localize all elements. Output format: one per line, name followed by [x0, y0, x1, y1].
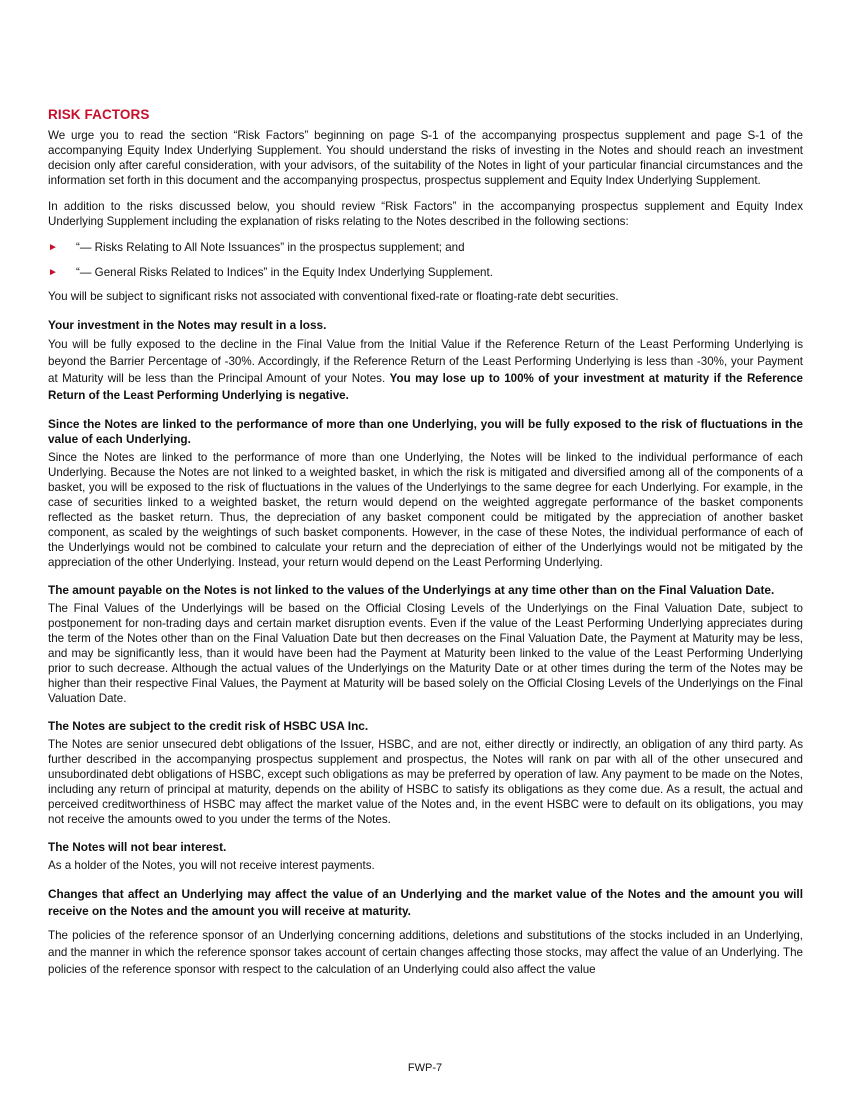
risk-heading: The Notes are subject to the credit risk of HSBC USA Inc. — [48, 719, 369, 733]
risk-heading: Your investment in the Notes may result in a loss. — [48, 318, 327, 332]
risk-body: The Notes are senior unsecured debt obligations of the Issuer, HSBC, and are not, either directly or indirectly, an obligation of any third party. As further described in the accompanying prospectus supplement and prospectus, the Notes will rank on par with all of the other unsecured and unsubordinated debt obligations of HSBC, except such obligations as may be preferred by operation of law. Any payment to be made on the Notes, including any return of principal at maturity, depends on the ability of HSBC to satisfy its obligations as they come due. As a result, the actual and perceived creditworthiness of HSBC may affect the market value of the Notes and, in the event HSBC were to default on its obligations, you may not receive the amounts owed to you under the terms of the Notes. — [48, 738, 803, 826]
risk-body: As a holder of the Notes, you will not receive interest payments. — [48, 859, 375, 872]
risk-heading: The amount payable on the Notes is not linked to the values of the Underlyings at any time other than on the Final Valuation Date. — [48, 583, 775, 597]
risk-body: Since the Notes are linked to the performance of more than one Underlying, the Notes will be linked to the individual performance of each Underlying. Because the Notes are not linked to a weighted basket, in which the risk is mitigated and diversified among all of the components of a basket, you will be exposed to the risk of fluctuations in the values of the Underlyings to the same degree for each Underlying. For example, in the case of securities linked to a weighted basket, the return would depend on the weighted aggregate performance of the basket components reflected as the basket return. Thus, the depreciation of any basket component could be mitigated by the appreciation of another basket component, as scaled by the weightings of such basket components. However, in the case of these Notes, the individual performance of each of the Underlyings would not be combined to calculate your return and the depreciation of either of the Underlyings would not be mitigated by the appreciation of the other Underlying. Instead, your return would depend on the Least Performing Underlying. — [48, 451, 803, 569]
risk-heading: Since the Notes are linked to the performance of more than one Underlying, you will be fully exposed to the risk of fluctuations in the value of each Underlying. — [48, 417, 803, 446]
section-title: RISK FACTORS — [48, 107, 150, 122]
risk-body: The policies of the reference sponsor of an Underlying concerning additions, deletions and substitutions of the stocks included in an Underlying, and the manner in which the reference sponsor takes account of certain changes affecting those stocks, may affect the value of an Underlying. The policies of the reference sponsor with respect to the calculation of an Underlying could also affect the value — [48, 929, 803, 976]
risk-body: The Final Values of the Underlyings will be based on the Official Closing Levels of the Underlyings on the Final Valuation Date, subject to postponement for non-trading days and certain market disruption events. Even if the value of the Least Performing Underlying appreciates during the term of the Notes other than on the Final Valuation Date but then decreases on the Final Valuation Date, the Payment at Maturity may be less, and may be significantly less, than it would have been had the Payment at Maturity been linked to the value of the Least Performing Underlying prior to such decrease. Although the actual values of the Underlyings on the Maturity Date or at other times during the term of the Notes may be higher than their respective Final Values, the Payment at Maturity will be based solely on the Official Closing Levels of the Underlyings on the Final Valuation Date. — [48, 602, 803, 705]
risk-body: You will be fully exposed to the decline in the Final Value from the Initial Value if the Reference Return of the Least Performing Underlying is beyond the Barrier Percentage of -30%. Accordingly, if the Reference Return of the Least Performing Underlying is less than -30%, your Payment at Maturity will be less than the Principal Amount of your Notes. You may lose up to 100% of your investment at maturity if the Reference Return of the Least Performing Underlying is negative. — [48, 338, 804, 402]
arrow-bullet-icon: ► — [48, 242, 58, 253]
risk-heading: Changes that affect an Underlying may affect the value of an Underlying and the market value of the Notes and the amount you will receive on the Notes and the amount you will receive at maturity. — [48, 887, 803, 918]
intro-paragraph-3: You will be subject to significant risks not associated with conventional fixed-rate or floating-rate debt securities. — [48, 290, 619, 303]
document-page — [48, 107, 803, 978]
list-item: ► “— Risks Relating to All Note Issuances” in the prospectus supplement; and — [48, 241, 465, 254]
bullet-list — [48, 240, 803, 280]
risk-heading: The Notes will not bear interest. — [48, 840, 227, 854]
arrow-bullet-icon: ► — [48, 267, 58, 278]
risk-body-emphasis: You may lose up to 100% of your investment at maturity if the Reference Return of the Least Performing Underlying is negative. — [48, 372, 804, 402]
list-item: ► “— General Risks Related to Indices” in the Equity Index Underlying Supplement. — [48, 266, 493, 279]
intro-paragraph-2: In addition to the risks discussed below, you should review “Risk Factors” in the accompanying prospectus supplement and Equity Index Underlying Supplement including the explanation of risks relating to the Notes described in the following sections: — [48, 200, 803, 228]
intro-paragraph: We urge you to read the section “Risk Factors” beginning on page S-1 of the accompanying prospectus supplement and page S-1 of the accompanying Equity Index Underlying Supplement. You should understand the risks of investing in the Notes and should reach an investment decision only after careful consideration, with your advisors, of the suitability of the Notes in light of your particular financial circumstances and the information set forth in this document and the accompanying prospectus, prospectus supplement and Equity Index Underlying Supplement. — [48, 129, 803, 187]
page-number: FWP-7 — [407, 1062, 443, 1074]
